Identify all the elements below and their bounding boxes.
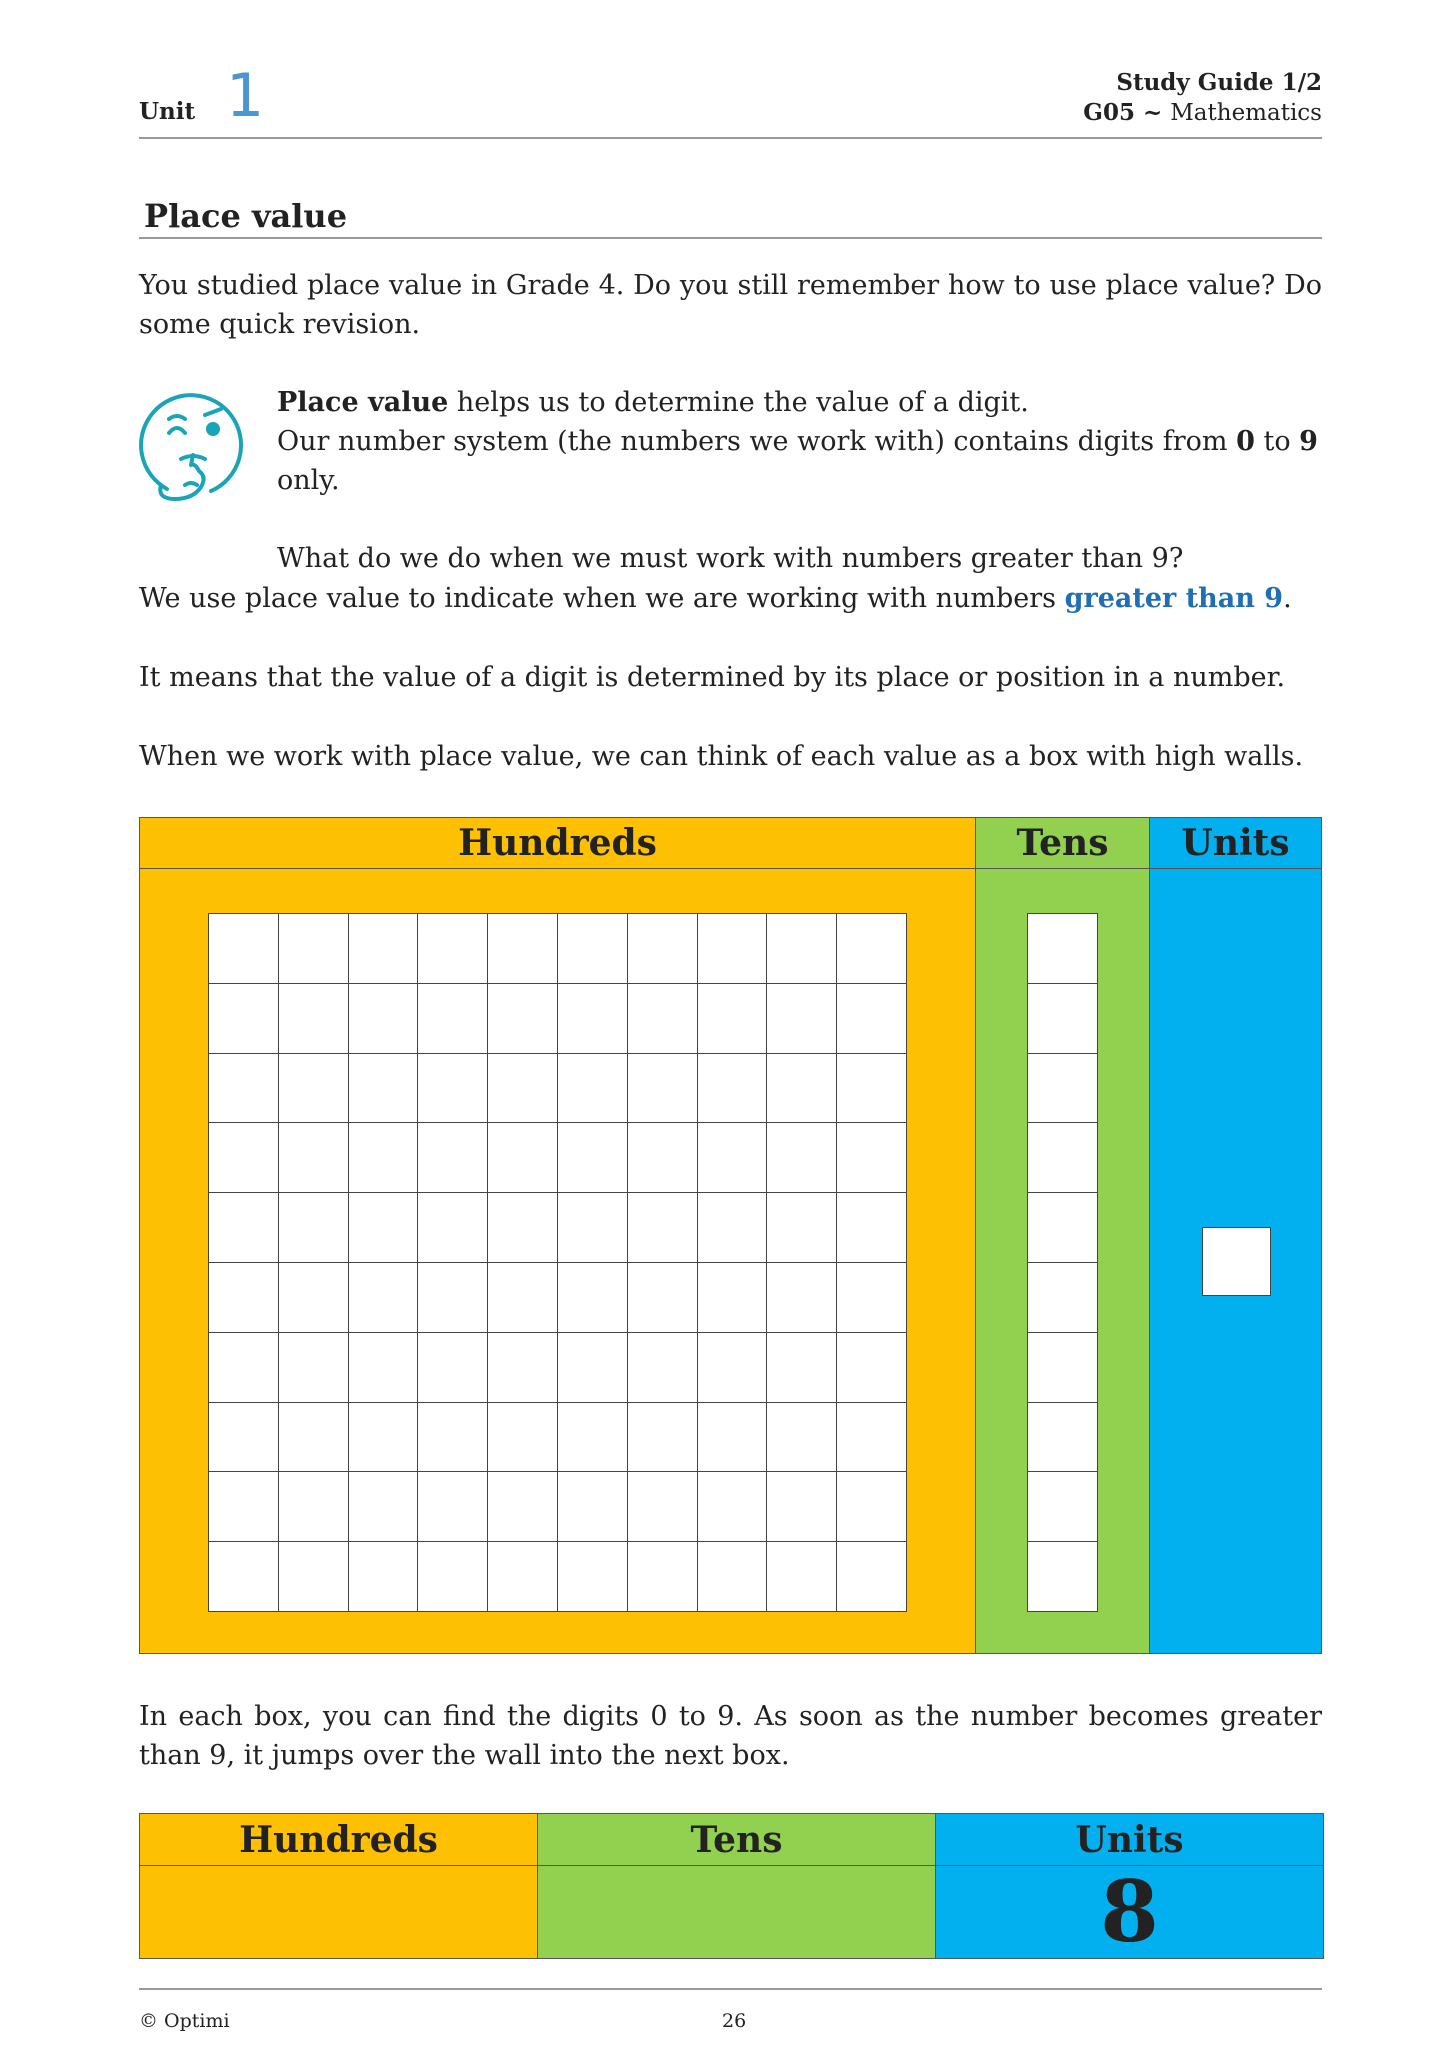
grid-cell (628, 1193, 698, 1263)
unit-cube (1202, 1227, 1271, 1296)
place-value-note (277, 383, 1322, 578)
grid-cell (767, 1054, 837, 1124)
grid-cell (418, 1193, 488, 1263)
grid-cell (209, 1472, 279, 1542)
page-number: 26 (722, 2010, 747, 2032)
grid-cell (698, 1123, 768, 1193)
grid-cell (837, 914, 907, 984)
grid-cell (418, 1263, 488, 1333)
tens-column (976, 818, 1150, 1653)
grid-cell (488, 984, 558, 1054)
grid-cell (628, 1123, 698, 1193)
grid-cell (488, 914, 558, 984)
grid-cell (767, 914, 837, 984)
grid-cell (558, 1263, 628, 1333)
section-title: Place value (144, 197, 348, 235)
place-value-board (139, 817, 1322, 1654)
grid-cell (767, 1123, 837, 1193)
grid-cell (558, 1403, 628, 1473)
grid-cell (349, 1123, 419, 1193)
use-paragraph: We use place value to indicate when we are working with numbers greater than 9. (139, 583, 1292, 614)
unit-label: Unit (139, 98, 196, 125)
header-info (1083, 68, 1322, 128)
grid-cell (209, 1193, 279, 1263)
grid-cell (558, 1054, 628, 1124)
example-tens-heading: Tens (538, 1814, 935, 1866)
grid-cell (488, 1542, 558, 1612)
grid-cell (418, 914, 488, 984)
title-rule (139, 237, 1322, 239)
grid-cell (628, 1054, 698, 1124)
grid-cell (418, 984, 488, 1054)
grid-cell (767, 1333, 837, 1403)
grid-cell (1028, 1403, 1098, 1473)
grid-cell (418, 1123, 488, 1193)
grid-cell (279, 984, 349, 1054)
hundreds-heading: Hundreds (140, 818, 975, 869)
grid-cell (349, 1193, 419, 1263)
grade-subject (1083, 98, 1322, 128)
grid-cell (349, 914, 419, 984)
grade-code: G05 (1083, 99, 1135, 126)
grid-cell (558, 1193, 628, 1263)
grid-cell (488, 1263, 558, 1333)
grid-cell (1028, 914, 1098, 984)
grid-cell (558, 914, 628, 984)
grid-cell (837, 1263, 907, 1333)
grid-cell (628, 1542, 698, 1612)
grid-cell (279, 914, 349, 984)
grid-cell (837, 1123, 907, 1193)
digit-from: 0 (1236, 426, 1255, 457)
grid-cell (209, 1123, 279, 1193)
grid-cell (1028, 1054, 1098, 1124)
grid-cell (349, 1403, 419, 1473)
grid-cell (488, 1333, 558, 1403)
grid-cell (418, 1403, 488, 1473)
box-paragraph: When we work with place value, we can think of each value as a box with high walls. (139, 741, 1304, 772)
header-rule (139, 137, 1322, 139)
grid-cell (698, 914, 768, 984)
grid-cell (767, 1472, 837, 1542)
grid-cell (698, 1472, 768, 1542)
grid-cell (558, 984, 628, 1054)
hundreds-block (208, 913, 907, 1612)
grid-cell (349, 1333, 419, 1403)
tens-rod (1027, 913, 1098, 1612)
grid-cell (1028, 1472, 1098, 1542)
grid-cell (1028, 1263, 1098, 1333)
grid-cell (279, 1542, 349, 1612)
units-heading: Units (1150, 818, 1321, 869)
note-line-1: Place value helps us to determine the value of a digit. (277, 387, 1029, 418)
grid-cell (209, 1333, 279, 1403)
grid-cell (488, 1054, 558, 1124)
grid-cell (279, 1333, 349, 1403)
grid-cell (349, 1054, 419, 1124)
grid-cell (767, 984, 837, 1054)
grid-cell (1028, 1542, 1098, 1612)
grid-cell (558, 1333, 628, 1403)
grid-cell (418, 1542, 488, 1612)
grid-cell (488, 1193, 558, 1263)
grid-cell (628, 1403, 698, 1473)
header-separator: ~ (1134, 99, 1171, 126)
example-hundreds-heading: Hundreds (140, 1814, 537, 1866)
grid-cell (488, 1123, 558, 1193)
grid-cell (628, 1263, 698, 1333)
grid-cell (209, 914, 279, 984)
grid-cell (698, 1403, 768, 1473)
grid-cell (558, 1472, 628, 1542)
example-units-value: 8 (1100, 1862, 1159, 1961)
grid-cell (698, 1263, 768, 1333)
grid-cell (1028, 1193, 1098, 1263)
unit-number: 1 (226, 61, 265, 131)
units-column (1150, 818, 1321, 1653)
grid-cell (558, 1123, 628, 1193)
grid-cell (279, 1263, 349, 1333)
grid-cell (1028, 984, 1098, 1054)
means-paragraph: It means that the value of a digit is determined by its place or position in a number. (139, 662, 1286, 693)
footer-rule (139, 1988, 1322, 1990)
example-units-heading: Units (936, 1814, 1323, 1866)
grid-cell (837, 1472, 907, 1542)
grid-cell (279, 1472, 349, 1542)
grid-cell (279, 1054, 349, 1124)
grid-cell (767, 1263, 837, 1333)
intro-paragraph: You studied place value in Grade 4. Do you still remember how to use place value? Do some quick revision. (139, 270, 1322, 340)
grid-cell (209, 1054, 279, 1124)
grid-cell (349, 984, 419, 1054)
grid-cell (698, 1193, 768, 1263)
example-tens-column (538, 1814, 936, 1958)
example-hundreds-column (140, 1814, 538, 1958)
grid-cell (628, 1472, 698, 1542)
thinking-face-icon (139, 389, 249, 505)
grid-cell (837, 1193, 907, 1263)
grid-cell (279, 1123, 349, 1193)
grid-cell (698, 1542, 768, 1612)
grid-cell (1028, 1333, 1098, 1403)
example-place-value-table (139, 1813, 1324, 1959)
grid-cell (837, 1403, 907, 1473)
grid-cell (209, 1403, 279, 1473)
grid-cell (698, 1054, 768, 1124)
subject: Mathematics (1170, 100, 1322, 126)
grid-cell (209, 1542, 279, 1612)
grid-cell (418, 1333, 488, 1403)
greater-than-nine: greater than 9 (1064, 583, 1284, 614)
grid-cell (837, 1333, 907, 1403)
grid-cell (698, 1333, 768, 1403)
grid-cell (628, 1333, 698, 1403)
grid-cell (349, 1263, 419, 1333)
grid-cell (698, 984, 768, 1054)
grid-cell (209, 1263, 279, 1333)
grid-cell (767, 1403, 837, 1473)
grid-cell (628, 914, 698, 984)
note-question: What do we do when we must work with numbers greater than 9? (277, 543, 1184, 574)
copyright: © Optimi (139, 2010, 230, 2032)
grid-cell (418, 1472, 488, 1542)
grid-cell (279, 1193, 349, 1263)
study-guide-label: Study Guide 1/2 (1116, 69, 1322, 96)
grid-cell (349, 1542, 419, 1612)
grid-cell (837, 1542, 907, 1612)
grid-cell (279, 1403, 349, 1473)
grid-cell (767, 1542, 837, 1612)
grid-cell (488, 1403, 558, 1473)
grid-cell (767, 1193, 837, 1263)
grid-cell (418, 1054, 488, 1124)
grid-cell (209, 984, 279, 1054)
grid-cell (837, 1054, 907, 1124)
grid-cell (837, 984, 907, 1054)
grid-cell (349, 1472, 419, 1542)
grid-cell (488, 1472, 558, 1542)
grid-cell (628, 984, 698, 1054)
example-units-column (936, 1814, 1323, 1961)
note-line-2: Our number system (the numbers we work with) contains digits from 0 to 9 only. (277, 426, 1318, 496)
grid-cell (558, 1542, 628, 1612)
grid-cell (1028, 1123, 1098, 1193)
jump-paragraph: In each box, you can find the digits 0 to 9. As soon as the number becomes greater than 9, it jumps over the wall into the next box. (139, 1701, 1322, 1771)
hundreds-column (140, 818, 976, 1653)
digit-to: 9 (1299, 426, 1318, 457)
place-value-term: Place value (277, 387, 449, 418)
tens-heading: Tens (976, 818, 1149, 869)
